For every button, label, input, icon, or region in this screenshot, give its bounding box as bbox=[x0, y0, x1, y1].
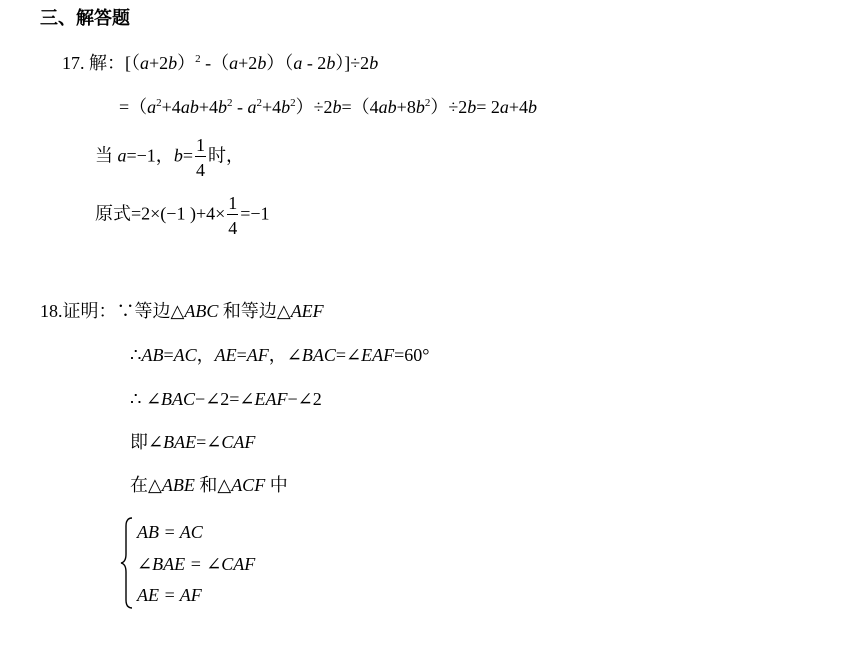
system-eq-1: AB = AC bbox=[137, 522, 203, 542]
q18-step2: ∴ ∠BAC−∠2=∠EAF−∠2 bbox=[130, 389, 322, 409]
equation-system bbox=[120, 516, 320, 610]
q18-step4: 在△ABE 和△ACF 中 bbox=[130, 475, 288, 495]
system-eq-2: ∠BAE = ∠CAF bbox=[137, 554, 256, 574]
left-brace-icon bbox=[120, 516, 134, 610]
fraction-one-quarter: $\frac{1}{4}$ bbox=[195, 135, 205, 180]
q18-heading: 18.证明：∵等边△ABC 和等边△AEF bbox=[40, 301, 324, 321]
section-title: 三、解答题 bbox=[40, 8, 130, 29]
q17-line4: 原式=2×(−1 )+4× $\frac{1}{4}$ =−1 bbox=[95, 193, 270, 238]
q17-number: 17. bbox=[62, 53, 85, 73]
q17-line1: 17. 解：[$(a+2b)^2$ -（a+2b）（a - 2b）]÷2b bbox=[62, 53, 379, 73]
q17-line3: 当 a=−1，b= $\frac{1}{4}$ 时， bbox=[95, 135, 244, 180]
q18-step3: 即∠BAE=∠CAF bbox=[130, 432, 256, 452]
fraction-one-quarter: $\frac{1}{4}$ bbox=[228, 193, 238, 238]
q17-solve-label: 解： bbox=[89, 53, 125, 73]
system-eq-3: AE = AF bbox=[137, 585, 202, 605]
q18-step1: ∴AB=AC，AE=AF，∠BAC=∠EAF=60° bbox=[130, 345, 430, 365]
q17-line2: $=(a^2+4ab+4b^2 - a^2+4b^2)\div 2b=(4ab+8b^2)\div 2b= 2a+4b$ bbox=[119, 97, 538, 117]
